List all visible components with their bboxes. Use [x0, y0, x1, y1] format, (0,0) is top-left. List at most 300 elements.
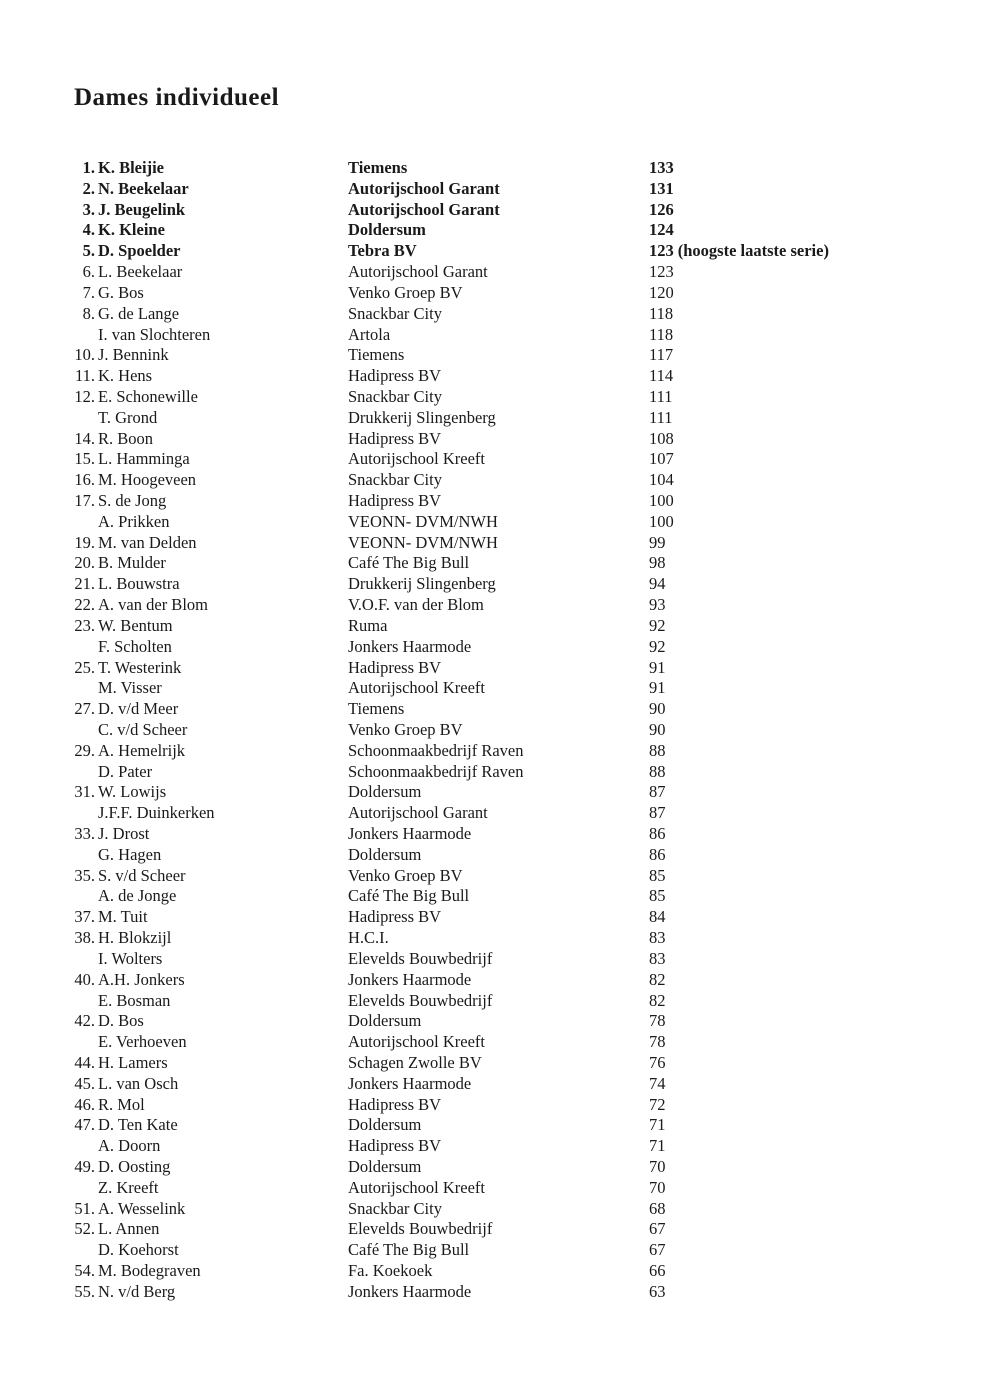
- club-name: Fa. Koekoek: [348, 1261, 433, 1281]
- score-value: 90: [649, 699, 666, 719]
- score-value: 114: [649, 366, 674, 386]
- score-cell: [649, 824, 666, 845]
- score-cell: [649, 907, 666, 928]
- rank-number: 45.: [74, 1073, 95, 1093]
- score-value: 133: [649, 158, 674, 177]
- score-cell: [649, 533, 666, 554]
- club-name: Schoonmaakbedrijf Raven: [348, 740, 524, 760]
- score-value: 108: [649, 428, 674, 448]
- result-row: [0, 907, 1000, 928]
- score-value: 124: [649, 220, 674, 240]
- result-row: [0, 1011, 1000, 1032]
- club-name: Elevelds Bouwbedrijf: [348, 990, 493, 1010]
- result-row: [0, 553, 1000, 574]
- score-value: 83: [649, 948, 666, 968]
- score-value: 88: [649, 740, 666, 760]
- result-row: [0, 928, 1000, 949]
- result-row: [0, 845, 1000, 866]
- player-name: B. Mulder: [98, 553, 166, 573]
- result-row: [0, 283, 1000, 304]
- result-row: [0, 1157, 1000, 1178]
- score-cell: [649, 408, 673, 429]
- club-name: Jonkers Haarmode: [348, 1281, 472, 1301]
- club-name: Doldersum: [348, 1011, 422, 1031]
- score-value: 85: [649, 865, 666, 885]
- score-cell: [649, 1053, 666, 1074]
- score-value: 74: [649, 1073, 666, 1093]
- player-name: M. Bodegraven: [98, 1261, 201, 1281]
- score-cell: [649, 991, 666, 1012]
- rank-number: 38.: [74, 928, 95, 948]
- score-cell: [649, 1136, 666, 1157]
- result-row: [0, 991, 1000, 1012]
- player-name: F. Scholten: [98, 636, 172, 656]
- result-row: [0, 1032, 1000, 1053]
- club-name: Jonkers Haarmode: [348, 1073, 472, 1093]
- rank-number: 19.: [74, 532, 95, 552]
- club-name: Tiemens: [348, 699, 405, 719]
- result-row: [0, 658, 1000, 679]
- score-value: 84: [649, 907, 666, 927]
- score-cell: [649, 345, 673, 366]
- rank-number: 11.: [74, 366, 95, 386]
- score-value: 66: [649, 1261, 666, 1281]
- score-value: 83: [649, 928, 666, 948]
- rank-number: 8.: [82, 303, 95, 323]
- score-value: 68: [649, 1198, 666, 1218]
- player-name: D. Oosting: [98, 1157, 171, 1176]
- club-name: Hadipress BV: [348, 907, 442, 927]
- result-row: [0, 512, 1000, 533]
- rank-number: 42.: [74, 1011, 95, 1031]
- player-name: C. v/d Scheer: [98, 719, 188, 739]
- result-row: [0, 449, 1000, 470]
- club-name: Hadipress BV: [348, 657, 442, 677]
- rank-number: 5.: [82, 241, 95, 261]
- rank-number: 10.: [74, 345, 95, 365]
- club-name: Hadipress BV: [348, 428, 442, 448]
- rank-number: 35.: [74, 865, 95, 885]
- player-name: A. Wesselink: [98, 1198, 186, 1218]
- club-name: Schoonmaakbedrijf Raven: [348, 761, 524, 781]
- score-cell: [649, 1074, 666, 1095]
- player-name: A. de Jonge: [98, 886, 177, 906]
- club-name: Autorijschool Kreeft: [348, 1177, 486, 1197]
- rank-number: 20.: [74, 553, 95, 573]
- score-cell: [649, 262, 674, 283]
- score-cell: [649, 803, 666, 824]
- score-cell: [649, 949, 666, 970]
- score-value: 63: [649, 1281, 666, 1301]
- result-row: [0, 699, 1000, 720]
- score-value: 91: [649, 678, 666, 698]
- rank-number: 47.: [74, 1115, 95, 1135]
- score-value: 126: [649, 199, 674, 219]
- score-value: 131: [649, 178, 674, 198]
- rank-number: 3.: [82, 199, 95, 219]
- score-cell: [649, 220, 674, 241]
- score-cell: [649, 158, 674, 179]
- score-value: 85: [649, 886, 666, 906]
- score-value: 91: [649, 657, 666, 677]
- rank-number: 2.: [82, 178, 95, 198]
- club-name: Hadipress BV: [348, 366, 442, 386]
- player-name: J. Beugelink: [98, 199, 186, 219]
- score-value: 123: [649, 241, 674, 261]
- player-name: R. Boon: [98, 428, 154, 448]
- result-row: [0, 782, 1000, 803]
- club-name: Doldersum: [348, 1115, 422, 1135]
- player-name: A. Doorn: [98, 1136, 161, 1156]
- club-name: Snackbar City: [348, 1198, 442, 1218]
- score-cell: [649, 866, 666, 887]
- score-value: 93: [649, 595, 666, 615]
- rank-number: 23.: [74, 615, 95, 635]
- club-name: Café The Big Bull: [348, 886, 470, 906]
- score-cell: [649, 429, 674, 450]
- club-name: Autorijschool Kreeft: [348, 1032, 486, 1052]
- club-name: Elevelds Bouwbedrijf: [348, 948, 493, 968]
- score-value: 87: [649, 782, 666, 802]
- score-value: 99: [649, 532, 666, 552]
- result-row: [0, 803, 1000, 824]
- result-row: [0, 533, 1000, 554]
- score-value: 67: [649, 1240, 666, 1260]
- rank-number: 31.: [74, 782, 95, 802]
- score-value: 107: [649, 449, 674, 469]
- result-row: [0, 200, 1000, 221]
- result-row: [0, 241, 1000, 262]
- score-cell: [649, 1261, 666, 1282]
- player-name: G. Hagen: [98, 844, 162, 864]
- club-name: H.C.I.: [348, 928, 389, 948]
- result-row: [0, 387, 1000, 408]
- score-value: 70: [649, 1177, 666, 1197]
- player-name: J.F.F. Duinkerken: [98, 803, 215, 823]
- rank-number: 21.: [74, 574, 95, 594]
- player-name: T. Grond: [98, 407, 158, 427]
- rank-number: 55.: [74, 1281, 95, 1301]
- result-row: [0, 1115, 1000, 1136]
- score-cell: [649, 241, 829, 262]
- result-row: [0, 304, 1000, 325]
- player-name: A. Hemelrijk: [98, 740, 186, 760]
- player-name: M. Hoogeveen: [98, 470, 197, 490]
- score-cell: [649, 637, 666, 658]
- rank-number: 15.: [74, 449, 95, 469]
- rank-number: 4.: [82, 220, 95, 240]
- score-cell: [649, 595, 666, 616]
- result-row: [0, 595, 1000, 616]
- player-name: I. van Slochteren: [98, 324, 211, 344]
- score-cell: [649, 387, 673, 408]
- player-name: S. v/d Scheer: [98, 865, 186, 885]
- player-name: W. Bentum: [98, 615, 173, 635]
- result-row: [0, 949, 1000, 970]
- result-row: [0, 616, 1000, 637]
- club-name: Autorijschool Garant: [348, 262, 488, 282]
- result-row: [0, 824, 1000, 845]
- player-name: L. Annen: [98, 1219, 160, 1239]
- player-name: G. Bos: [98, 282, 144, 302]
- player-name: D. Koehorst: [98, 1240, 179, 1260]
- score-cell: [649, 1178, 666, 1199]
- score-cell: [649, 1240, 666, 1261]
- player-name: M. Visser: [98, 678, 162, 698]
- result-row: [0, 866, 1000, 887]
- club-name: Snackbar City: [348, 470, 442, 490]
- score-cell: [649, 325, 673, 346]
- club-name: Artola: [348, 324, 391, 344]
- score-cell: [649, 449, 674, 470]
- score-value: 98: [649, 553, 666, 573]
- score-value: 111: [649, 386, 673, 406]
- rank-number: 6.: [82, 262, 95, 282]
- club-name: Drukkerij Slingenberg: [348, 407, 496, 427]
- result-row: [0, 637, 1000, 658]
- result-row: [0, 1199, 1000, 1220]
- score-cell: [649, 1199, 666, 1220]
- club-name: Venko Groep BV: [348, 865, 463, 885]
- score-value: 78: [649, 1011, 666, 1031]
- club-name: Autorijschool Kreeft: [348, 678, 486, 698]
- score-note: (hoogste laatste serie): [677, 241, 829, 261]
- player-name: E. Schonewille: [98, 386, 198, 406]
- club-name: Tebra BV: [348, 241, 417, 261]
- player-name: A. van der Blom: [98, 595, 208, 615]
- result-row: [0, 1074, 1000, 1095]
- score-value: 111: [649, 407, 673, 427]
- club-name: Snackbar City: [348, 386, 442, 406]
- rank-number: 27.: [74, 699, 95, 719]
- score-cell: [649, 616, 666, 637]
- result-row: [0, 1053, 1000, 1074]
- club-name: Autorijschool Kreeft: [348, 449, 486, 469]
- score-cell: [649, 179, 674, 200]
- score-cell: [649, 678, 666, 699]
- score-value: 67: [649, 1219, 666, 1239]
- page-title: Dames individueel: [74, 84, 280, 111]
- score-value: 72: [649, 1094, 666, 1114]
- rank-number: 16.: [74, 470, 95, 490]
- club-name: V.O.F. van der Blom: [348, 595, 484, 615]
- result-row: [0, 1095, 1000, 1116]
- result-row: [0, 1178, 1000, 1199]
- rank-number: 14.: [74, 428, 95, 448]
- score-cell: [649, 658, 666, 679]
- score-value: 100: [649, 511, 674, 531]
- rank-number: 49.: [74, 1157, 95, 1176]
- score-value: 70: [649, 1157, 666, 1176]
- score-cell: [649, 366, 673, 387]
- club-name: Tiemens: [348, 158, 408, 177]
- club-name: Doldersum: [348, 844, 422, 864]
- result-row: [0, 762, 1000, 783]
- result-row: [0, 1219, 1000, 1240]
- score-cell: [649, 720, 666, 741]
- player-name: G. de Lange: [98, 303, 180, 323]
- club-name: VEONN- DVM/NWH: [348, 532, 498, 552]
- result-row: [0, 1261, 1000, 1282]
- player-name: A. Prikken: [98, 511, 170, 531]
- player-name: L. Hamminga: [98, 449, 190, 469]
- rank-number: 46.: [74, 1094, 95, 1114]
- result-row: [0, 720, 1000, 741]
- player-name: D. v/d Meer: [98, 699, 179, 719]
- player-name: E. Bosman: [98, 990, 171, 1010]
- score-value: 90: [649, 719, 666, 739]
- rank-number: 51.: [74, 1198, 95, 1218]
- score-cell: [649, 845, 666, 866]
- score-cell: [649, 1157, 666, 1178]
- result-row: [0, 470, 1000, 491]
- club-name: Hadipress BV: [348, 491, 442, 510]
- player-name: L. van Osch: [98, 1073, 179, 1093]
- club-name: Drukkerij Slingenberg: [348, 574, 496, 594]
- score-cell: [649, 1282, 666, 1303]
- player-name: D. Spoelder: [98, 241, 181, 261]
- result-row: [0, 345, 1000, 366]
- score-value: 92: [649, 636, 666, 656]
- result-row: [0, 1282, 1000, 1303]
- score-value: 117: [649, 345, 674, 365]
- score-value: 100: [649, 491, 674, 510]
- club-name: Schagen Zwolle BV: [348, 1052, 482, 1072]
- rank-number: 44.: [74, 1052, 95, 1072]
- score-value: 86: [649, 824, 666, 843]
- result-row: [0, 366, 1000, 387]
- score-cell: [649, 1219, 666, 1240]
- result-row: [0, 678, 1000, 699]
- player-name: H. Blokzijl: [98, 928, 172, 948]
- rank-number: 29.: [74, 740, 95, 760]
- club-name: Jonkers Haarmode: [348, 824, 472, 843]
- score-value: 92: [649, 615, 666, 635]
- club-name: Doldersum: [348, 782, 422, 802]
- score-cell: [649, 1115, 666, 1136]
- rank-number: 17.: [74, 491, 95, 510]
- score-cell: [649, 200, 674, 221]
- rank-number: 52.: [74, 1219, 95, 1239]
- result-row: [0, 886, 1000, 907]
- score-value: 82: [649, 969, 666, 989]
- player-name: H. Lamers: [98, 1052, 168, 1072]
- rank-number: 37.: [74, 907, 95, 927]
- rank-number: 25.: [74, 657, 95, 677]
- player-name: S. de Jong: [98, 491, 167, 510]
- club-name: VEONN- DVM/NWH: [348, 511, 498, 531]
- score-cell: [649, 762, 666, 783]
- score-cell: [649, 970, 666, 991]
- score-cell: [649, 1032, 666, 1053]
- score-cell: [649, 928, 666, 949]
- score-value: 94: [649, 574, 666, 594]
- club-name: Jonkers Haarmode: [348, 636, 472, 656]
- result-row: [0, 325, 1000, 346]
- rank-number: 33.: [74, 824, 95, 843]
- player-name: L. Bouwstra: [98, 574, 180, 594]
- player-name: J. Bennink: [98, 345, 169, 365]
- score-cell: [649, 699, 666, 720]
- rank-number: 40.: [74, 969, 95, 989]
- result-row: [0, 1136, 1000, 1157]
- result-row: [0, 1240, 1000, 1261]
- player-name: M. Tuit: [98, 907, 148, 927]
- score-value: 118: [649, 303, 674, 323]
- club-name: Snackbar City: [348, 303, 442, 323]
- player-name: J. Drost: [98, 824, 150, 843]
- score-cell: [649, 512, 674, 533]
- score-cell: [649, 782, 666, 803]
- score-value: 71: [649, 1136, 666, 1156]
- rank-number: 7.: [82, 282, 95, 302]
- player-name: K. Kleine: [98, 220, 165, 240]
- player-name: N. v/d Berg: [98, 1281, 176, 1301]
- score-value: 120: [649, 282, 674, 302]
- score-value: 86: [649, 844, 666, 864]
- result-row: [0, 429, 1000, 450]
- rank-number: 12.: [74, 386, 95, 406]
- club-name: Doldersum: [348, 220, 426, 240]
- score-cell: [649, 741, 666, 762]
- score-cell: [649, 304, 673, 325]
- rank-number: 22.: [74, 595, 95, 615]
- score-cell: [649, 553, 666, 574]
- player-name: D. Ten Kate: [98, 1115, 178, 1135]
- score-value: 123: [649, 262, 674, 282]
- player-name: D. Pater: [98, 761, 153, 781]
- score-value: 118: [649, 324, 674, 344]
- rank-number: 1.: [82, 158, 95, 177]
- result-row: [0, 262, 1000, 283]
- result-row: [0, 179, 1000, 200]
- score-cell: [649, 574, 666, 595]
- club-name: Doldersum: [348, 1157, 422, 1176]
- player-name: I. Wolters: [98, 948, 163, 968]
- club-name: Jonkers Haarmode: [348, 969, 472, 989]
- result-row: [0, 220, 1000, 241]
- score-value: 71: [649, 1115, 666, 1135]
- club-name: Autorijschool Garant: [348, 803, 488, 823]
- club-name: Venko Groep BV: [348, 719, 463, 739]
- score-value: 78: [649, 1032, 666, 1052]
- result-row: [0, 574, 1000, 595]
- score-value: 76: [649, 1052, 666, 1072]
- player-name: D. Bos: [98, 1011, 144, 1031]
- player-name: T. Westerink: [98, 657, 182, 677]
- result-row: [0, 491, 1000, 512]
- club-name: Hadipress BV: [348, 1094, 442, 1114]
- results-list: [0, 158, 1000, 1303]
- score-cell: [649, 1095, 666, 1116]
- result-row: [0, 408, 1000, 429]
- score-value: 104: [649, 470, 674, 490]
- score-cell: [649, 886, 666, 907]
- club-name: Autorijschool Garant: [348, 199, 500, 219]
- player-name: R. Mol: [98, 1094, 145, 1114]
- club-name: Ruma: [348, 615, 388, 635]
- score-value: 87: [649, 803, 666, 823]
- club-name: Venko Groep BV: [348, 282, 463, 302]
- result-row: [0, 741, 1000, 762]
- player-name: K. Hens: [98, 366, 153, 386]
- score-cell: [649, 1011, 666, 1032]
- player-name: K. Bleijie: [98, 158, 164, 177]
- score-value: 88: [649, 761, 666, 781]
- result-row: [0, 158, 1000, 179]
- player-name: N. Beekelaar: [98, 178, 189, 198]
- player-name: A.H. Jonkers: [98, 969, 185, 989]
